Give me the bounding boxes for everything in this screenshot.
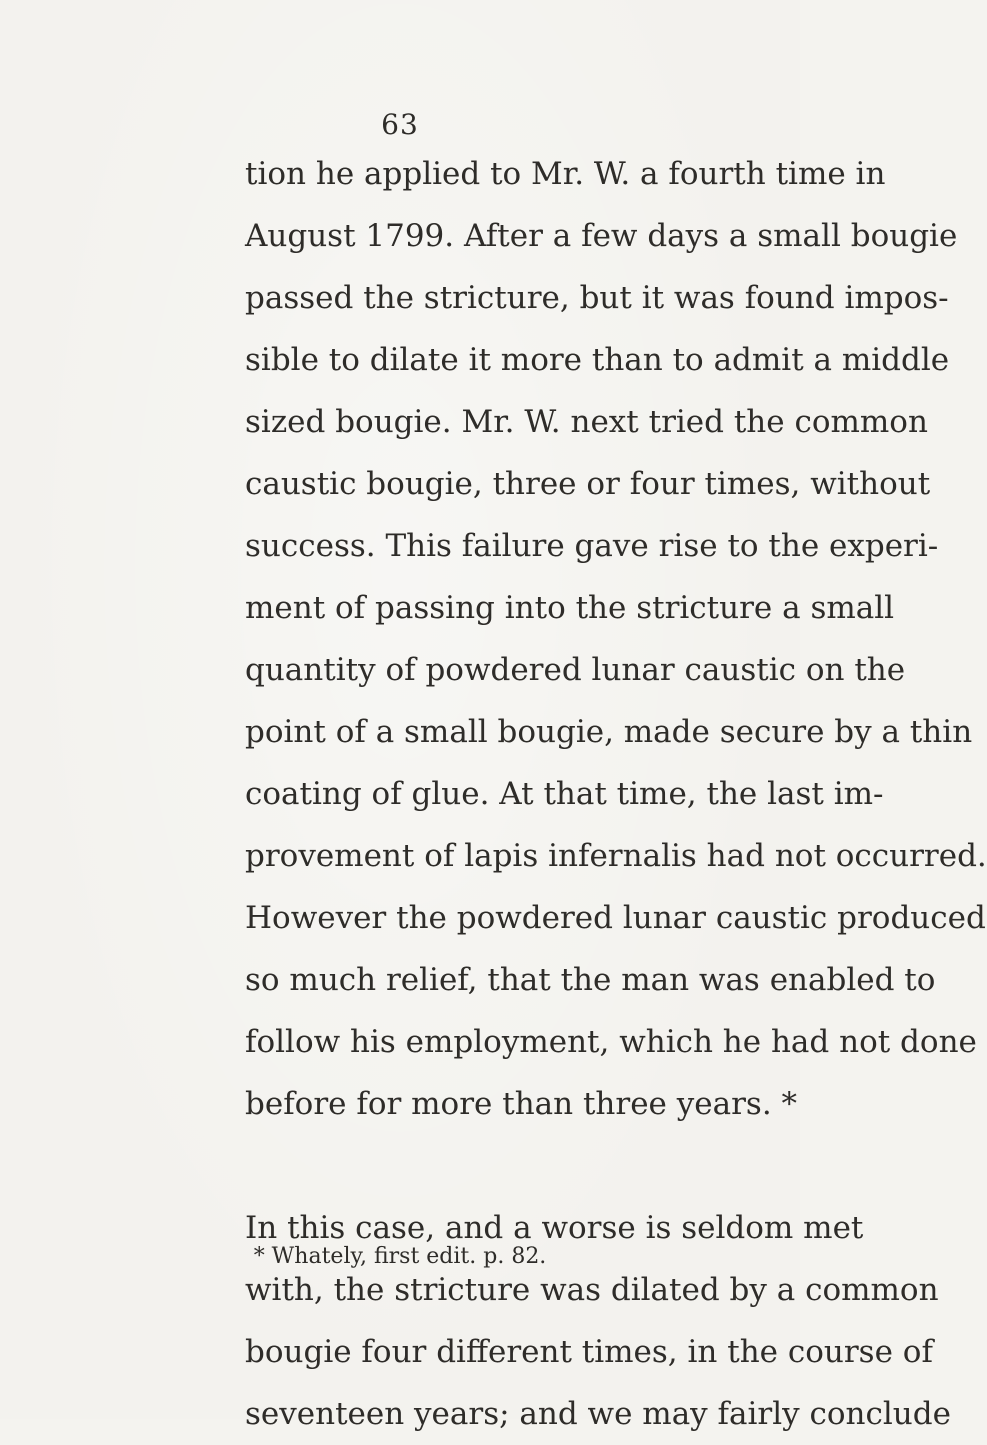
text-line: passed the stricture, but it was found impos- xyxy=(245,280,949,316)
page-number: 63 xyxy=(381,108,419,141)
text-line: provement of lapis infernalis had not occurred. xyxy=(245,838,987,874)
text-line: seventeen years; and we may fairly conclude xyxy=(245,1396,951,1432)
text-line: In this case, and a worse is seldom met xyxy=(245,1210,864,1246)
text-line: success. This failure gave rise to the experi- xyxy=(245,528,939,564)
text-line: sized bougie. Mr. W. next tried the common xyxy=(245,404,928,440)
text-line: follow his employment, which he had not done xyxy=(245,1024,977,1060)
text-line: quantity of powdered lunar caustic on the xyxy=(245,652,906,688)
text-line: tion he applied to Mr. W. a fourth time in xyxy=(245,156,886,192)
text-line: point of a small bougie, made secure by a thin xyxy=(245,714,973,750)
text-line: caustic bougie, three or four times, without xyxy=(245,466,931,502)
text-line: However the powdered lunar caustic produced xyxy=(245,900,986,936)
text-line: August 1799. After a few days a small bougie xyxy=(245,218,958,254)
text-line: ment of passing into the stricture a small xyxy=(245,590,895,626)
paragraph-2 xyxy=(245,1197,951,1445)
text-line: before for more than three years. * xyxy=(245,1086,798,1122)
paragraph-1 xyxy=(245,143,987,1135)
text-line: sible to dilate it more than to admit a middle xyxy=(245,342,950,378)
paragraph-gap xyxy=(245,1135,765,1197)
footnote: * Whately, first edit. p. 82. xyxy=(253,1244,547,1269)
text-line: with, the stricture was dilated by a common xyxy=(245,1272,939,1308)
text-line: coating of glue. At that time, the last im- xyxy=(245,776,884,812)
text-line: so much relief, that the man was enabled to xyxy=(245,962,936,998)
text-line: bougie four different times, in the course of xyxy=(245,1334,933,1370)
